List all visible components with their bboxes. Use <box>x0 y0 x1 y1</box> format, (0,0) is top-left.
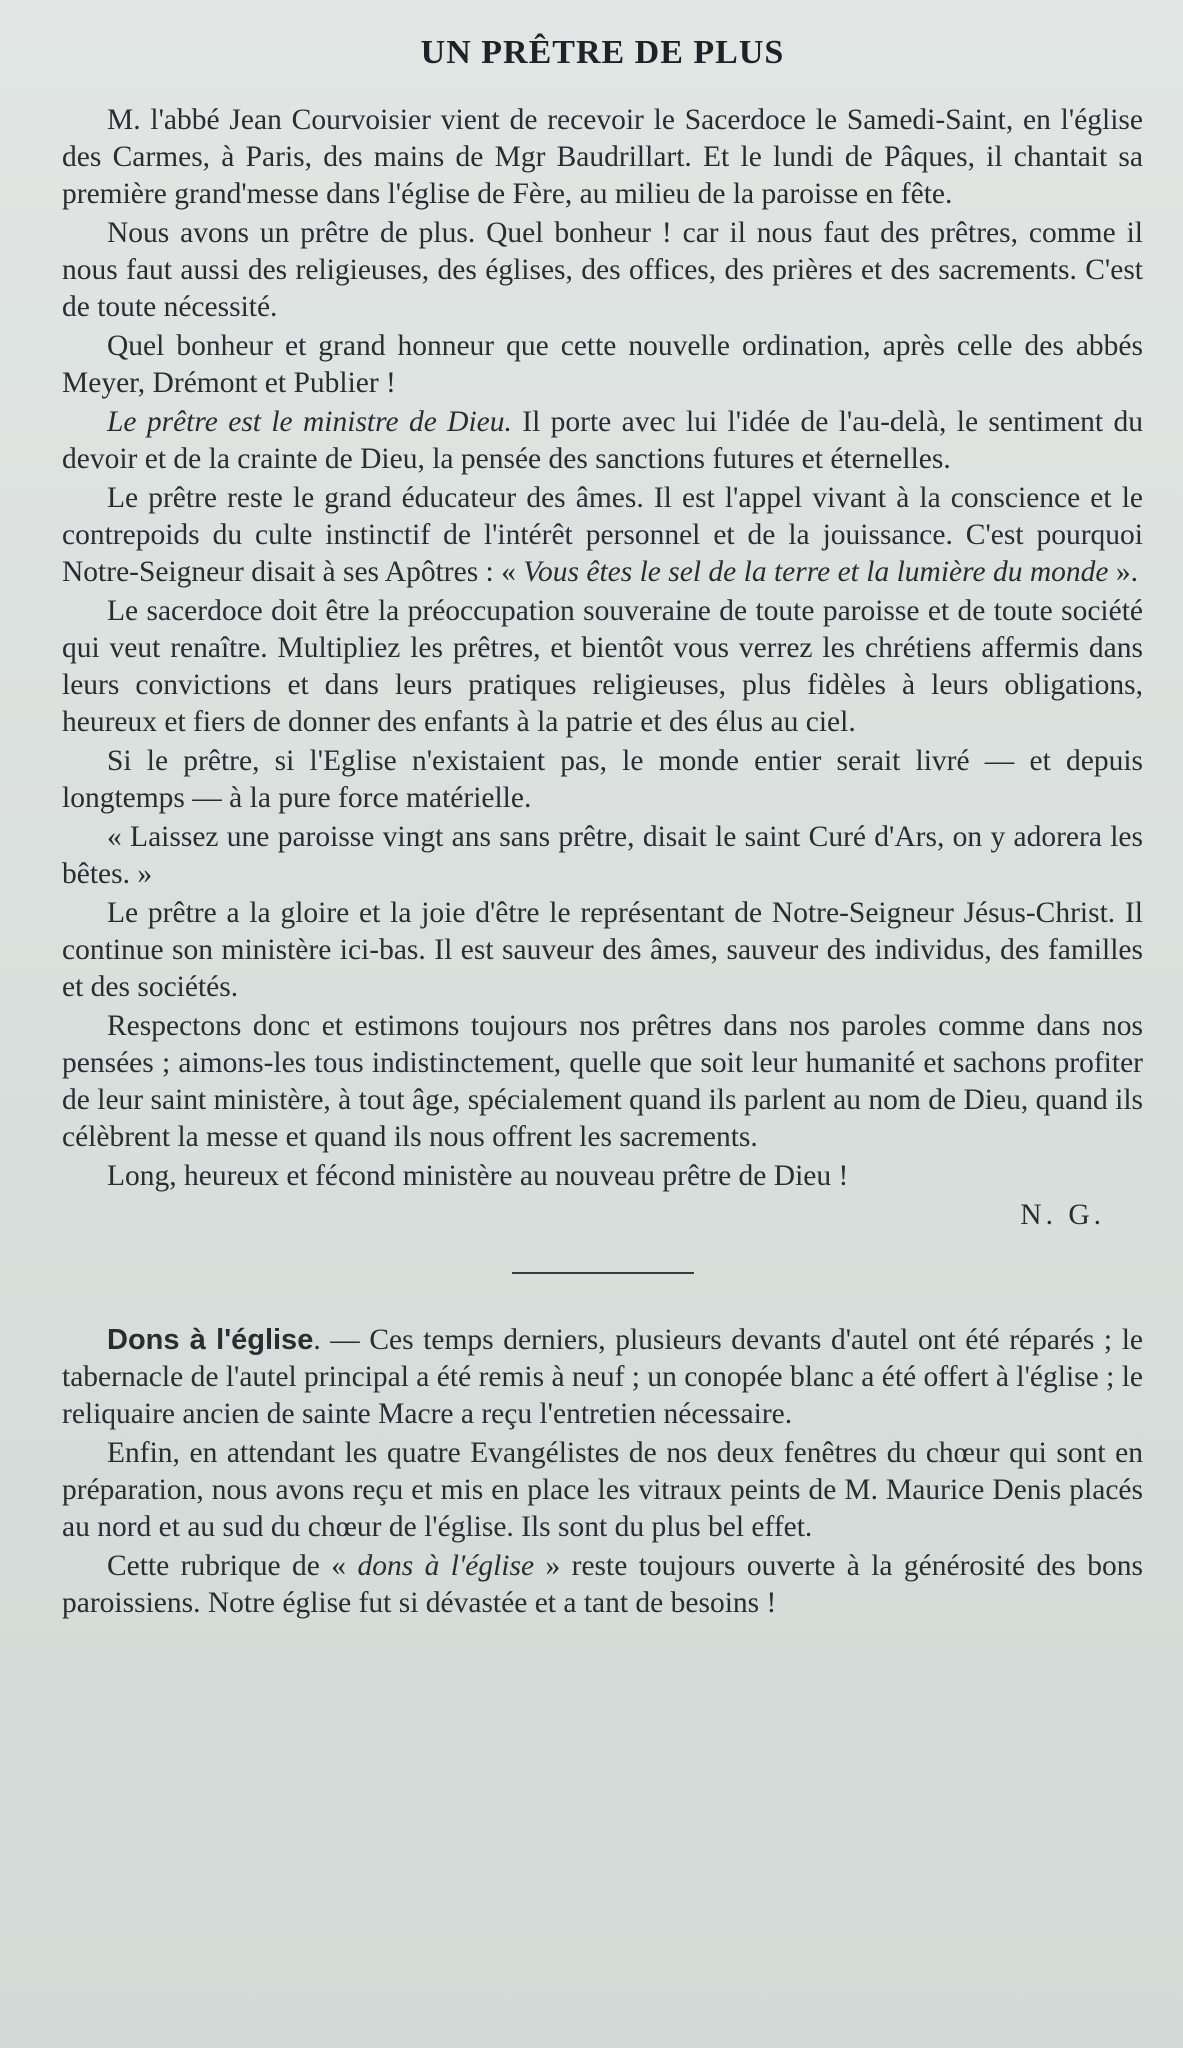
italic-quote: Vous êtes le sel de la terre et la lumière du monde <box>523 556 1109 588</box>
section-divider <box>512 1272 694 1274</box>
article-paragraph: Si le prêtre, si l'Eglise n'existaient pas, le monde entier serait livré — et depuis longtemps — à la pure force matérielle. <box>62 745 1143 814</box>
paragraph-text: Il porte avec lui l'idée de l'au-delà, le sentiment du devoir et de la crainte de Dieu, la pensée des sanctions futures et éternelles. <box>62 406 1143 475</box>
dons-heading: Dons à l'église <box>107 1324 314 1356</box>
article-paragraph: Respectons donc et estimons toujours nos prêtres dans nos paroles comme dans nos pensées ; aimons-les tous indistinctement, quelle que soit leur humanité et sachons profiter de leur saint ministère, à tout âge, spécialement quand ils parlent au nom de Dieu, quand ils célèbrent la messe et quand ils nous offrent les sacrements. <box>62 1010 1143 1153</box>
paragraph-text: Cette rubrique de « <box>107 1550 358 1582</box>
dons-paragraph: Enfin, en attendant les quatre Evangélistes de nos deux fenêtres du chœur qui sont en préparation, nous avons reçu et mis en place les vitraux peints de M. Maurice Denis placés au nord et au sud du chœur de l'église. Ils sont du plus bel effet. <box>62 1437 1143 1543</box>
article-paragraph: Nous avons un prêtre de plus. Quel bonheur ! car il nous faut des prêtres, comme il nous faut aussi des religieuses, des églises, des offices, des prières et des sacrements. C'est de toute nécessité. <box>62 217 1143 323</box>
article-paragraph: Le prêtre a la gloire et la joie d'être le représentant de Notre-Seigneur Jésus-Christ. Il continue son ministère ici-bas. Il est sauveur des âmes, sauveur des individus, des familles et des sociétés. <box>62 897 1143 1003</box>
dons-section <box>62 1322 1143 1622</box>
dons-paragraph <box>62 1322 1143 1433</box>
article-paragraph: Quel bonheur et grand honneur que cette nouvelle ordination, après celle des abbés Meyer, Drémont et Publier ! <box>62 330 1143 399</box>
article-paragraph: M. l'abbé Jean Courvoisier vient de recevoir le Sacerdoce le Samedi-Saint, en l'église des Carmes, à Paris, des mains de Mgr Baudrillart. Et le lundi de Pâques, il chantait sa première grand'messe dans l'église de Fère, au milieu de la paroisse en fête. <box>62 104 1143 210</box>
article-paragraph: Long, heureux et fécond ministère au nouveau prêtre de Dieu ! <box>107 1160 849 1192</box>
signature: N. G. <box>1020 1199 1105 1231</box>
paragraph-text: » reste toujours ouverte à la générosité des bons paroissiens. Notre église fut si dévastée et a tant de besoins ! <box>62 1550 1144 1619</box>
paragraph-text: . — Ces temps derniers, plusieurs devants d'autel ont été réparés ; le tabernacle de l'autel principal a été remis à neuf ; un conopée blanc a été offert à l'église ; le reliquaire ancien de sainte Macre a reçu l'entretien nécessaire. <box>62 1324 1143 1430</box>
paragraph-text: ». <box>1108 556 1138 588</box>
page-title: UN PRÊTRE DE PLUS <box>420 34 785 71</box>
article-paragraph <box>62 480 1143 591</box>
article-paragraph: Le sacerdoce doit être la préoccupation souveraine de toute paroisse et de toute société qui veut renaître. Multipliez les prêtres, et bientôt vous verrez les chrétiens affermis dans leurs convictions et dans leurs pratiques religieuses, plus fidèles à leurs obligations, heureux et fiers de donner des enfants à la patrie et des élus au ciel. <box>62 595 1143 738</box>
article-paragraph: « Laissez une paroisse vingt ans sans prêtre, disait le saint Curé d'Ars, on y adorera les bêtes. » <box>62 821 1143 890</box>
article-paragraph <box>62 404 1143 478</box>
italic-phrase: Le prêtre est le ministre de Dieu. <box>107 406 512 438</box>
paragraph-text: Le prêtre reste le grand éducateur des âmes. Il est l'appel vivant à la conscience et le contrepoids du culte instinctif de l'intérêt personnel et de la jouissance. C'est pourquoi Notre-Seigneur disait à ses Apôtres : « <box>62 482 1143 588</box>
italic-phrase: dons à l'église <box>357 1550 535 1582</box>
article-body <box>62 102 1143 1234</box>
dons-paragraph <box>62 1548 1143 1622</box>
